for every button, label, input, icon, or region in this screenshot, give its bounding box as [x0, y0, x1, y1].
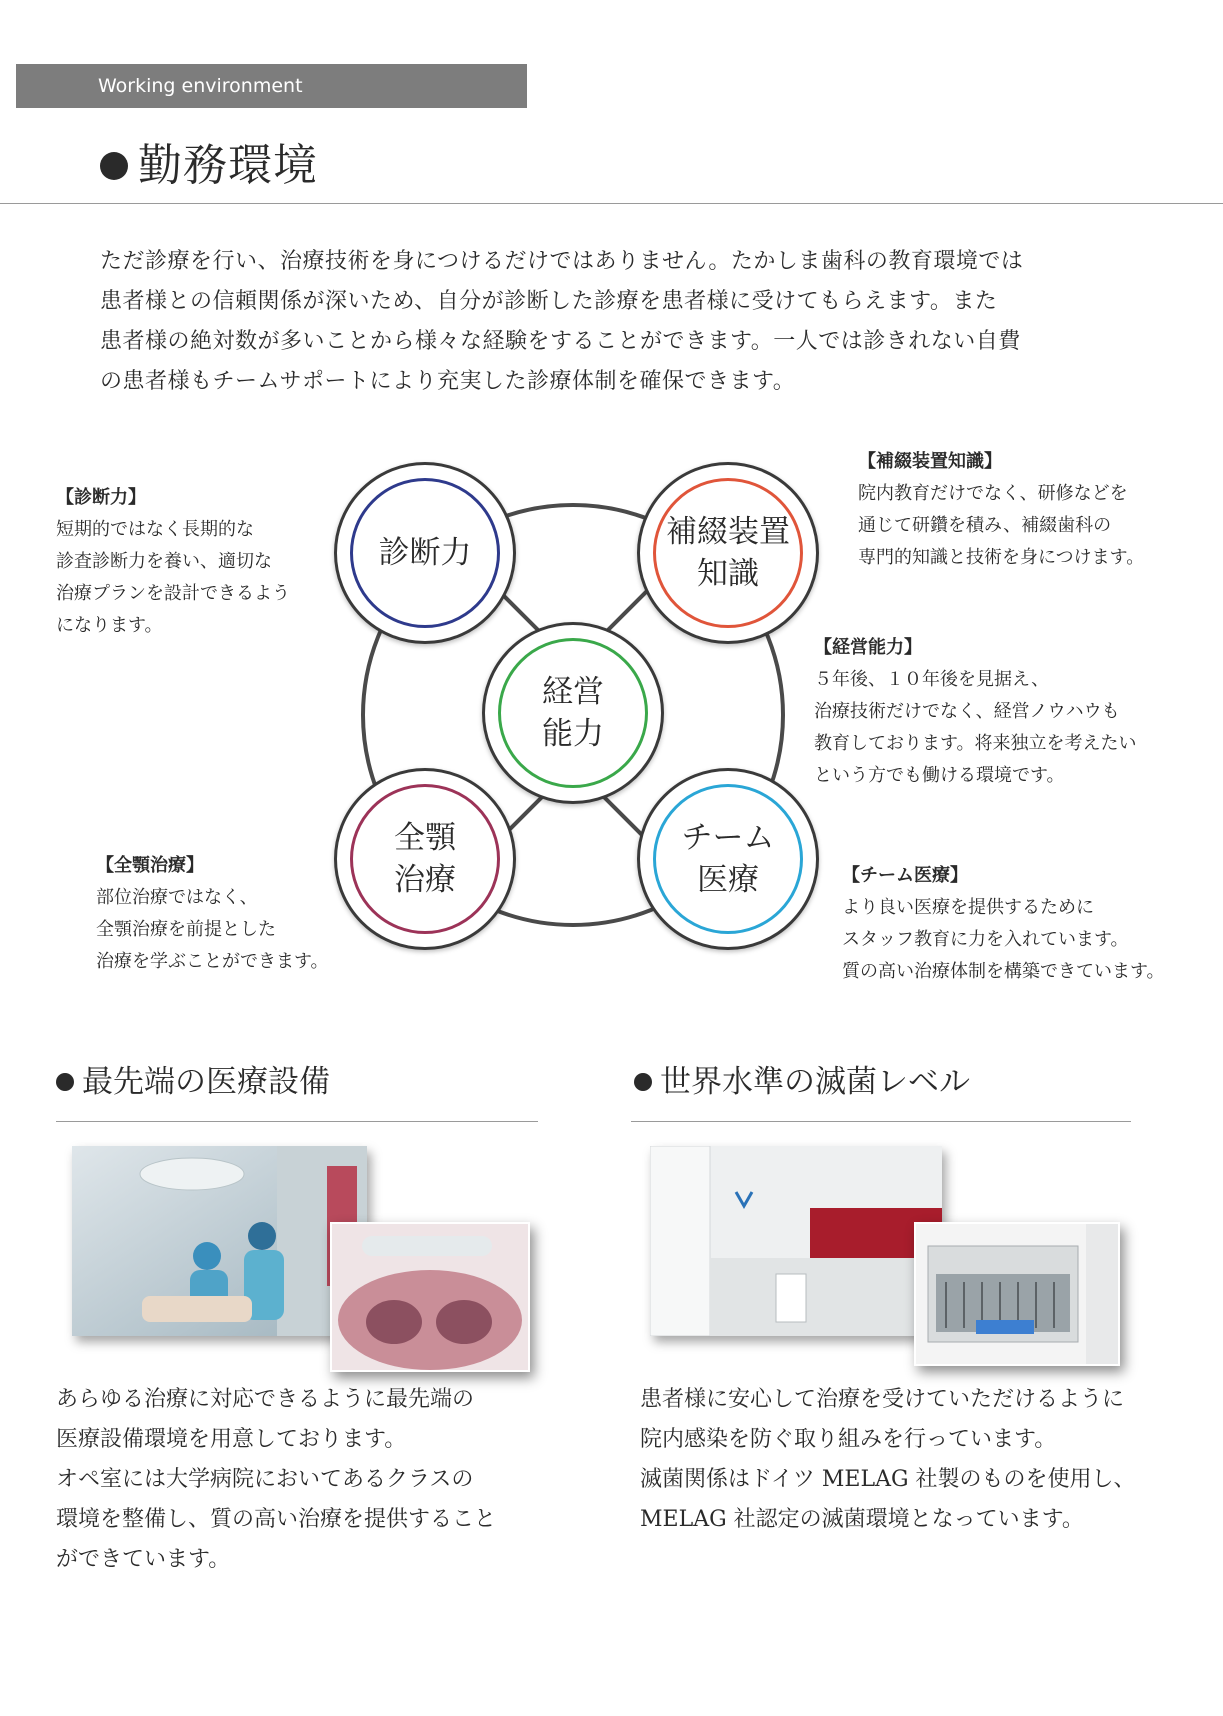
intro-line: ただ診療を行い、治療技術を身につけるだけではありません。たかしま歯科の教育環境では — [100, 249, 1024, 274]
callout-diagnosis — [56, 482, 290, 642]
bullet-dot-icon — [56, 1073, 74, 1091]
node-label: 能力 — [542, 716, 604, 752]
callout-line: になります。 — [56, 615, 163, 636]
node-label: チーム — [681, 820, 775, 856]
callout-line: スタッフ教育に力を入れています。 — [842, 929, 1129, 950]
callout-title: 【チーム医療】 — [842, 865, 968, 886]
equipment-body — [56, 1380, 496, 1580]
callout-management — [814, 632, 1137, 792]
section-title-sterilization — [634, 1060, 970, 1104]
callout-line: 通じて研鑽を積み、補綴歯科の — [858, 515, 1112, 536]
callout-full-jaw — [96, 850, 329, 978]
body-line: あらゆる治療に対応できるように最先端の — [56, 1387, 475, 1412]
node-label: 補綴装置 — [666, 514, 790, 550]
callout-title: 【診断力】 — [56, 487, 146, 508]
node-label: 医療 — [697, 862, 759, 898]
callout-line: 院内教育だけでなく、研修などを — [858, 483, 1128, 504]
node-management-ring — [498, 638, 648, 788]
intro-line: の患者様もチームサポートにより充実した診療体制を確保できます。 — [100, 369, 796, 394]
body-line: ができています。 — [56, 1547, 231, 1572]
callout-line: という方でも働ける環境です。 — [814, 765, 1065, 786]
callout-line: 質の高い治療体制を構築できています。 — [842, 961, 1165, 982]
callout-line: 治療プランを設計できるよう — [56, 583, 290, 604]
callout-line: 専門的知識と技術を身につけます。 — [858, 547, 1145, 568]
body-line: 院内感染を防ぐ取り組みを行っています。 — [640, 1427, 1057, 1452]
intro-line: 患者様の絶対数が多いことから様々な経験をすることができます。一人では診きれない自費 — [100, 329, 1021, 354]
callout-line: ５年後、１０年後を見据え、 — [814, 669, 1050, 690]
section-divider — [631, 1121, 1131, 1122]
section-title-text: 最先端の医療設備 — [82, 1064, 330, 1100]
section-title-text: 世界水準の滅菌レベル — [660, 1064, 970, 1100]
bullet-dot-icon — [634, 1073, 652, 1091]
node-management — [482, 622, 664, 804]
band-label: Working environment — [98, 75, 303, 97]
body-line: オペ室には大学病院においてあるクラスの — [56, 1467, 474, 1492]
callout-line: 教育しております。将来独立を考えたい — [814, 733, 1137, 754]
sterilization-room-photo — [650, 1146, 942, 1336]
callout-team — [842, 860, 1165, 988]
node-diagnosis-ring — [350, 478, 500, 628]
callout-line: 部位治療ではなく、 — [96, 887, 258, 908]
callout-line: より良い医療を提供するために — [842, 897, 1094, 918]
node-team-ring — [653, 784, 803, 934]
node-label: 診断力 — [378, 535, 472, 571]
callout-line: 治療を学ぶことができます。 — [96, 951, 329, 972]
body-line: MELAG 社認定の滅菌環境となっています。 — [640, 1507, 1084, 1532]
body-line: 環境を整備し、質の高い治療を提供すること — [56, 1507, 497, 1532]
body-line: 滅菌関係はドイツ MELAG 社製のものを使用し、 — [640, 1467, 1136, 1492]
sterilization-body — [640, 1380, 1136, 1540]
body-line: 医療設備環境を用意しております。 — [56, 1427, 407, 1452]
callout-title: 【全顎治療】 — [96, 855, 204, 876]
node-full-jaw — [334, 768, 516, 950]
node-diagnosis — [334, 462, 516, 644]
section-title-equipment — [56, 1060, 330, 1104]
node-prosthetic — [637, 462, 819, 644]
node-prosthetic-ring — [653, 478, 803, 628]
callout-title: 【補綴装置知識】 — [858, 451, 1002, 472]
callout-title: 【経営能力】 — [814, 637, 922, 658]
node-full-jaw-ring — [350, 784, 500, 934]
dental-light-photo — [330, 1222, 530, 1372]
operating-room-photo — [72, 1146, 367, 1336]
node-team — [637, 768, 819, 950]
page-title-text: 勤務環境 — [138, 140, 318, 191]
callout-line: 全顎治療を前提とした — [96, 919, 276, 940]
callout-prosthetic — [858, 446, 1144, 574]
callout-line: 短期的ではなく長期的な — [56, 519, 254, 540]
intro-line: 患者様との信頼関係が深いため、自分が診断した診療を患者様に受けてもらえます。また — [100, 289, 998, 314]
callout-line: 診査診断力を養い、適切な — [56, 551, 272, 572]
node-label: 知識 — [697, 556, 759, 592]
node-label: 経営 — [542, 674, 604, 710]
node-label: 治療 — [394, 862, 456, 898]
callout-line: 治療技術だけでなく、経営ノウハウも — [814, 701, 1120, 722]
node-label: 全顎 — [394, 820, 456, 856]
section-divider — [56, 1121, 538, 1122]
sterilizer-machine-photo — [914, 1222, 1120, 1366]
body-line: 患者様に安心して治療を受けていただけるように — [640, 1387, 1125, 1412]
